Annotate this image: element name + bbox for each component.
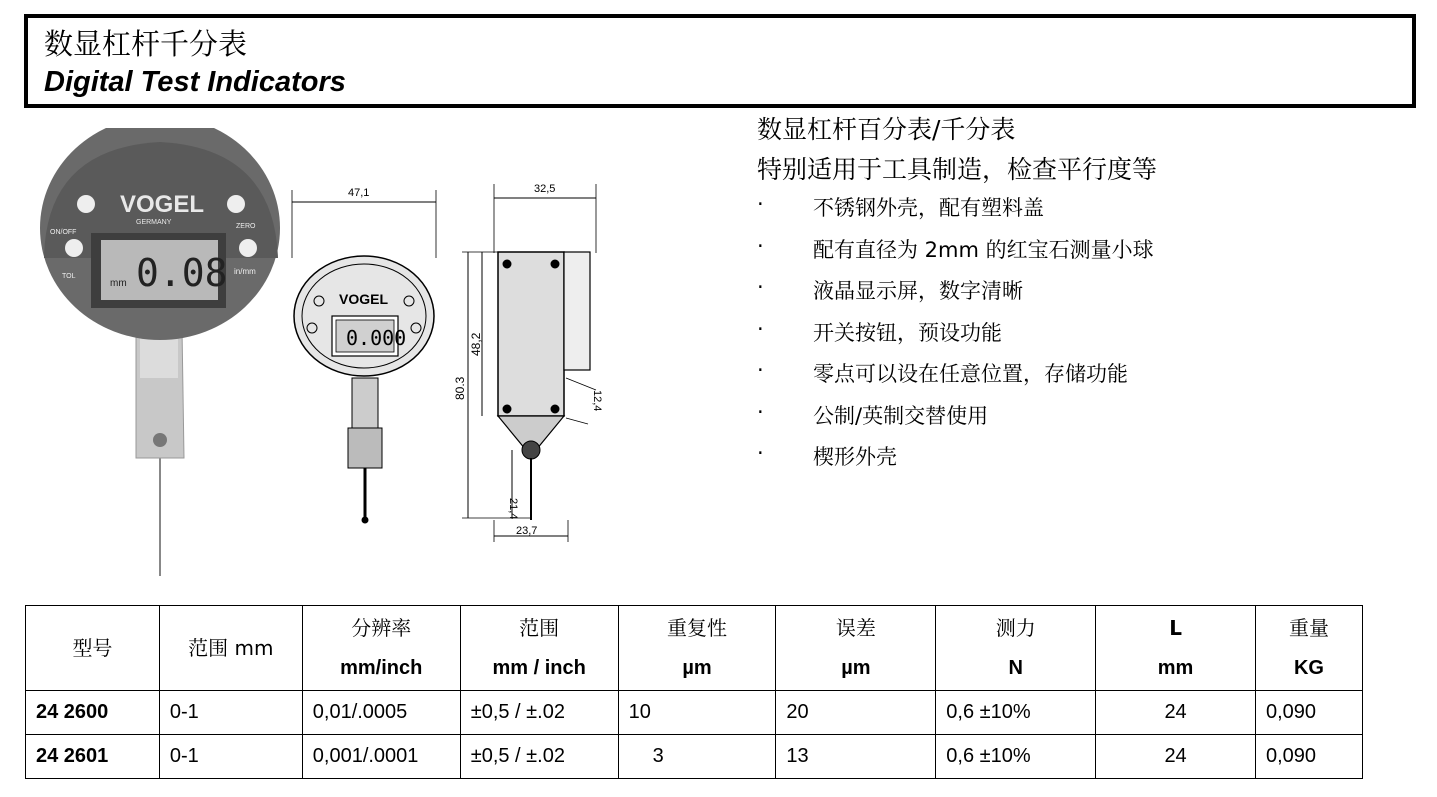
table-header-row xyxy=(26,606,1363,691)
table-row xyxy=(26,691,1363,735)
brand-sub: GERMANY xyxy=(136,219,172,226)
cell-force: 0,6 ±10% xyxy=(936,691,1096,735)
feature-text: 零点可以设在任意位置，存储功能 xyxy=(813,362,1128,386)
feature-text: 公制/英制交替使用 xyxy=(813,403,989,428)
cell-length: 24 xyxy=(1096,735,1256,779)
cell-resolution: 0,01/.0005 xyxy=(302,691,460,735)
front-view-drawing xyxy=(292,190,436,523)
cell-model: 24 2601 xyxy=(26,735,160,779)
header-range-mm: 范围 mm xyxy=(159,606,302,691)
tol-button-icon xyxy=(65,239,83,257)
lcd-unit-label: mm xyxy=(110,278,127,289)
dim-angle-label: 12,4 xyxy=(591,390,603,412)
front-brand: VOGEL xyxy=(339,291,389,307)
dim-width-label: 47,1 xyxy=(348,187,370,199)
bullet: · xyxy=(757,233,764,258)
dim-tip-label: 21,4 xyxy=(507,498,519,520)
dim-total-height-label: 80.3 xyxy=(453,376,467,400)
header-range: 范围 mm / inch xyxy=(460,606,618,691)
bullet: · xyxy=(757,399,764,424)
header-box xyxy=(24,14,1416,108)
zero-button-icon xyxy=(227,195,245,213)
feature-text: 配有直径为 2mm 的红宝石测量小球 xyxy=(813,237,1154,262)
onoff-button-icon xyxy=(77,195,95,213)
lcd-display-small: 0.000 xyxy=(346,326,407,350)
header-force: 测力 N xyxy=(936,606,1096,691)
feature-text: 液晶显示屏，数字清晰 xyxy=(813,279,1023,303)
cell-repeatability: 3 xyxy=(618,735,776,779)
cell-range: ±0,5 / ±.02 xyxy=(460,691,618,735)
dim-body-height-label: 48,2 xyxy=(469,332,483,356)
indicator-photo xyxy=(40,128,280,576)
cell-resolution: 0,001/.0001 xyxy=(302,735,460,779)
feature-text: 开关按钮，预设功能 xyxy=(813,320,1002,345)
feature-text: 不锈钢外壳，配有塑料盖 xyxy=(813,196,1044,220)
bullet: · xyxy=(757,275,764,299)
cell-model: 24 2600 xyxy=(26,691,160,735)
zero-label: ZERO xyxy=(236,223,256,230)
onoff-label: ON/OFF xyxy=(50,229,77,236)
product-title: 数显杠杆百分表/千分表 xyxy=(757,115,1016,144)
cell-range-mm: 0-1 xyxy=(159,691,302,735)
title-chinese: 数显杠杆千分表 xyxy=(44,27,248,61)
bullet: · xyxy=(757,441,764,465)
header-repeatability: 重复性 µm xyxy=(618,606,776,691)
cell-error: 13 xyxy=(776,735,936,779)
cell-repeatability: 10 xyxy=(618,691,776,735)
bullet: · xyxy=(757,358,764,382)
header-model: 型号 xyxy=(26,606,160,691)
spec-table xyxy=(25,605,1363,779)
cell-error: 20 xyxy=(776,691,936,735)
feature-text: 楔形外壳 xyxy=(813,445,897,469)
header-length: L mm xyxy=(1096,606,1256,691)
table-row xyxy=(26,735,1363,779)
bullet: · xyxy=(757,192,764,216)
header-weight: 重量 KG xyxy=(1255,606,1362,691)
unit-button-icon xyxy=(239,239,257,257)
cell-length: 24 xyxy=(1096,691,1256,735)
cell-force: 0,6 ±10% xyxy=(936,735,1096,779)
unit-label: in/mm xyxy=(234,267,256,276)
dim-bottom-label: 23,7 xyxy=(516,525,538,537)
cell-range: ±0,5 / ±.02 xyxy=(460,735,618,779)
cell-range-mm: 0-1 xyxy=(159,735,302,779)
dim-depth-label: 32,5 xyxy=(534,183,556,195)
product-subtitle: 特别适用于工具制造，检查平行度等 xyxy=(757,155,1158,184)
header-error: 误差 µm xyxy=(776,606,936,691)
cell-weight: 0,090 xyxy=(1255,735,1362,779)
title-english: Digital Test Indicators xyxy=(44,66,346,98)
lcd-display-large: 0.08 xyxy=(136,251,228,295)
header-resolution: 分辨率 mm/inch xyxy=(302,606,460,691)
product-illustration xyxy=(36,128,606,583)
bullet: · xyxy=(757,316,764,341)
tol-label: TOL xyxy=(62,273,76,280)
brand-logo: VOGEL xyxy=(120,191,205,218)
cell-weight: 0,090 xyxy=(1255,691,1362,735)
side-view-drawing xyxy=(462,184,596,542)
